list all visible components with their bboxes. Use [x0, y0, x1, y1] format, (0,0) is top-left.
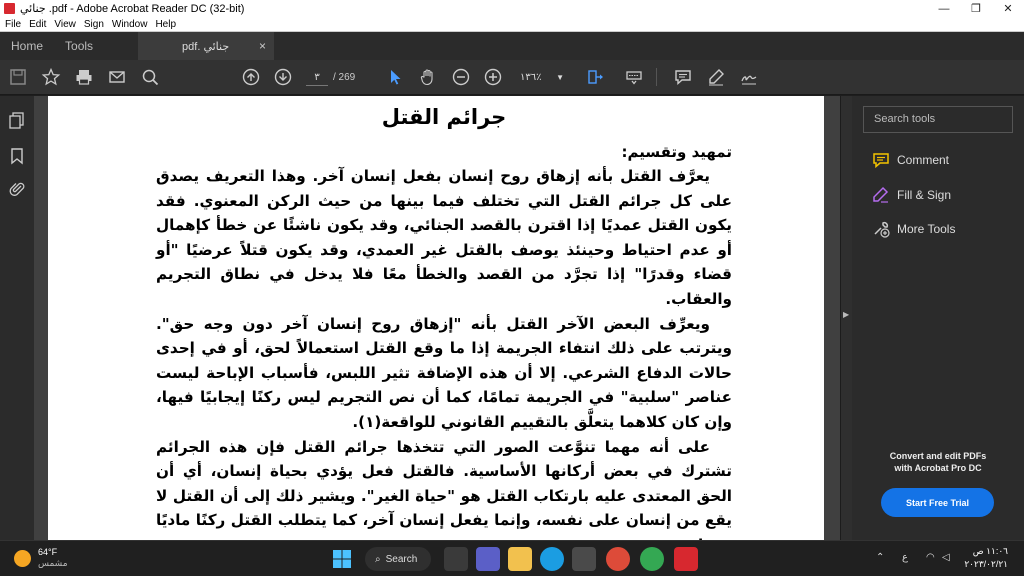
edge-browser-icon[interactable] [540, 547, 564, 571]
acrobat-logo-icon [4, 3, 15, 14]
paragraph: على أنه مهما تنوَّعت الصور التي تتخذها جرائم القتل فإن هذه الجرائم تشترك في بعض أركانها الأساسية. فالقتل فعل يؤدي بحياة إنسان، أي أن الحق المعتدى عليه بارتكاب القتل هو "حياة الغير". ويشير ذلك إلى أن القتل لا يقع من إنسان على نفسه، وإنما يفعل إنسان آخر، كما يتطلب القتل ركنًا ماديًا [156, 437, 732, 530]
teams-chat-icon[interactable] [476, 547, 500, 571]
title-bar [0, 0, 1024, 17]
menu-file[interactable]: File [5, 18, 22, 30]
menu-window[interactable]: Window [111, 18, 148, 30]
document-tab-label: pdf. جنائي [182, 40, 230, 53]
close-tab-icon[interactable]: × [259, 39, 267, 53]
tool-more-tools-label: More Tools [897, 222, 956, 236]
search-icon: ⌕ [375, 553, 381, 565]
document-viewer[interactable] [34, 96, 840, 540]
hand-icon[interactable] [417, 66, 439, 88]
task-view-icon[interactable] [444, 547, 468, 571]
windows-taskbar [0, 540, 1024, 576]
toolbar [0, 60, 1024, 95]
page-content [156, 102, 732, 558]
tab-home[interactable]: Home [11, 39, 44, 53]
tab-bar [0, 32, 1024, 60]
left-navigation-rail [0, 96, 34, 540]
taskbar-search[interactable] [365, 547, 431, 571]
file-explorer-icon[interactable] [508, 547, 532, 571]
promo-line-1: Convert and edit PDFs [889, 451, 987, 461]
acrobat-taskbar-icon[interactable] [674, 547, 698, 571]
section-heading: تمهيد وتقسيم: [621, 143, 732, 161]
window-title: جنائي .pdf - Adobe Acrobat Reader DC (32-bit) [20, 3, 245, 15]
highlight-pen-icon[interactable] [705, 66, 727, 88]
tab-document[interactable] [138, 32, 274, 60]
comment-icon[interactable] [672, 66, 694, 88]
menu-sign[interactable]: Sign [83, 18, 104, 30]
fill-sign-icon [872, 186, 890, 204]
sign-icon[interactable] [738, 66, 760, 88]
menu-help[interactable]: Help [155, 18, 177, 30]
zoom-value: ١٣٦٪ [520, 72, 542, 83]
page-thumbnails-icon[interactable] [8, 111, 26, 129]
clock-time: ١١:٠٦ ص [972, 546, 1008, 556]
more-tools-icon [872, 220, 890, 238]
save-icon[interactable] [7, 66, 29, 88]
pdf-page [48, 96, 824, 556]
print-icon[interactable] [73, 66, 95, 88]
weather-widget[interactable] [14, 547, 68, 569]
next-page-icon[interactable] [272, 66, 294, 88]
tab-tools[interactable]: Tools [65, 39, 94, 53]
tools-pane [852, 96, 1024, 540]
minimize-button[interactable]: — [938, 2, 950, 15]
page-number-input[interactable]: ٣ [306, 69, 328, 86]
tool-fill-sign[interactable] [872, 185, 951, 205]
taskbar-search-label: Search [385, 553, 418, 565]
prev-page-icon[interactable] [240, 66, 262, 88]
wifi-icon[interactable]: ◠ [926, 552, 935, 563]
chevron-right-icon: ▶ [843, 310, 850, 319]
email-icon[interactable] [106, 66, 128, 88]
page-fit-icon[interactable] [585, 66, 607, 88]
maximize-button[interactable]: ❐ [971, 3, 981, 15]
tool-comment-label: Comment [897, 153, 950, 167]
zoom-in-icon[interactable] [482, 66, 504, 88]
weather-description: مشمس [38, 558, 68, 568]
clock-date: ٢٠٢٣/٠٢/٢١ [964, 559, 1008, 569]
find-icon[interactable] [139, 66, 161, 88]
page-total: / 269 [333, 72, 356, 83]
tool-more-tools[interactable] [872, 219, 955, 239]
promo-line-2: with Acrobat Pro DC [894, 463, 982, 473]
tray-overflow-icon[interactable]: ⌃ [876, 552, 885, 563]
right-pane-collapse-handle[interactable] [840, 96, 852, 540]
comment-icon [872, 151, 890, 169]
weather-temperature: 64°F [38, 547, 58, 557]
close-window-button[interactable]: ✕ [1003, 3, 1013, 15]
bookmark-star-icon[interactable] [40, 66, 62, 88]
input-language[interactable]: ع [902, 552, 908, 563]
store-icon[interactable] [572, 547, 596, 571]
menu-view[interactable]: View [54, 18, 76, 30]
paragraph: ويعرِّف البعض الآخر القتل بأنه "إزهاق روح إنسان آخر دون وجه حق". ويترتب على ذلك انتفاء الجريمة إذا ما وقع القتل استعمالاً لحق، أو في إحدى حالات الدفاع الشرعي. إلا أن هذه الإضافة تثير اللبس، فأسباب الإباحة ليست عناصر "سلبية" في الجريمة تمامًا، كما أن نص التجريم ليس ركنًا إيجابيًا فيها، وإن كان كلاهما يتعلَّق بالتقييم القانوني للواقعة(١). [156, 314, 732, 431]
tool-fill-sign-label: Fill & Sign [897, 188, 952, 202]
menu-edit[interactable]: Edit [29, 18, 47, 30]
select-cursor-icon[interactable] [384, 66, 406, 88]
chrome-icon[interactable] [606, 547, 630, 571]
toolbar-divider [656, 68, 657, 86]
paragraph: يعرَّف القتل بأنه إزهاق روح إنسان بفعل إنسان آخر. وهذا التعريف يصدق على كل جرائم القتل التي تختلف فيما بينها من حيث الركن المعنوي. فقد يكون القتل عمديًا إذا اقترن بالقصد الجنائي، وقد يكون ناشئًا عن خطأ كإهمال أو عدم احتياط وحينئذ يوصف بالقتل غير العمدي، وقد يكون قتلاً عرضيًا "أو قضاء وقدرًا" إذا تجرَّد من القصد والخطأ معًا فلا يدخل في نطاق التجريم والعقاب. [156, 167, 732, 308]
zoom-out-icon[interactable] [450, 66, 472, 88]
zoom-select[interactable] [516, 69, 568, 86]
chrome-profile-icon[interactable] [640, 547, 664, 571]
taskbar-clock[interactable] [960, 545, 1008, 571]
document-title: جرائم القتل [381, 105, 507, 129]
start-button[interactable] [330, 547, 354, 571]
chevron-down-icon: ▼ [556, 73, 564, 82]
sun-icon [14, 550, 31, 567]
menu-bar [0, 17, 1024, 32]
acrobat-pro-promo [862, 450, 1014, 474]
start-free-trial-button[interactable]: Start Free Trial [881, 488, 994, 517]
tool-comment[interactable] [872, 150, 949, 170]
bookmarks-icon[interactable] [8, 147, 26, 165]
volume-icon[interactable]: ◁ [942, 552, 950, 563]
attachments-icon[interactable] [8, 180, 26, 198]
keyboard-icon[interactable] [623, 66, 645, 88]
search-tools-input[interactable]: Search tools [863, 106, 1013, 133]
